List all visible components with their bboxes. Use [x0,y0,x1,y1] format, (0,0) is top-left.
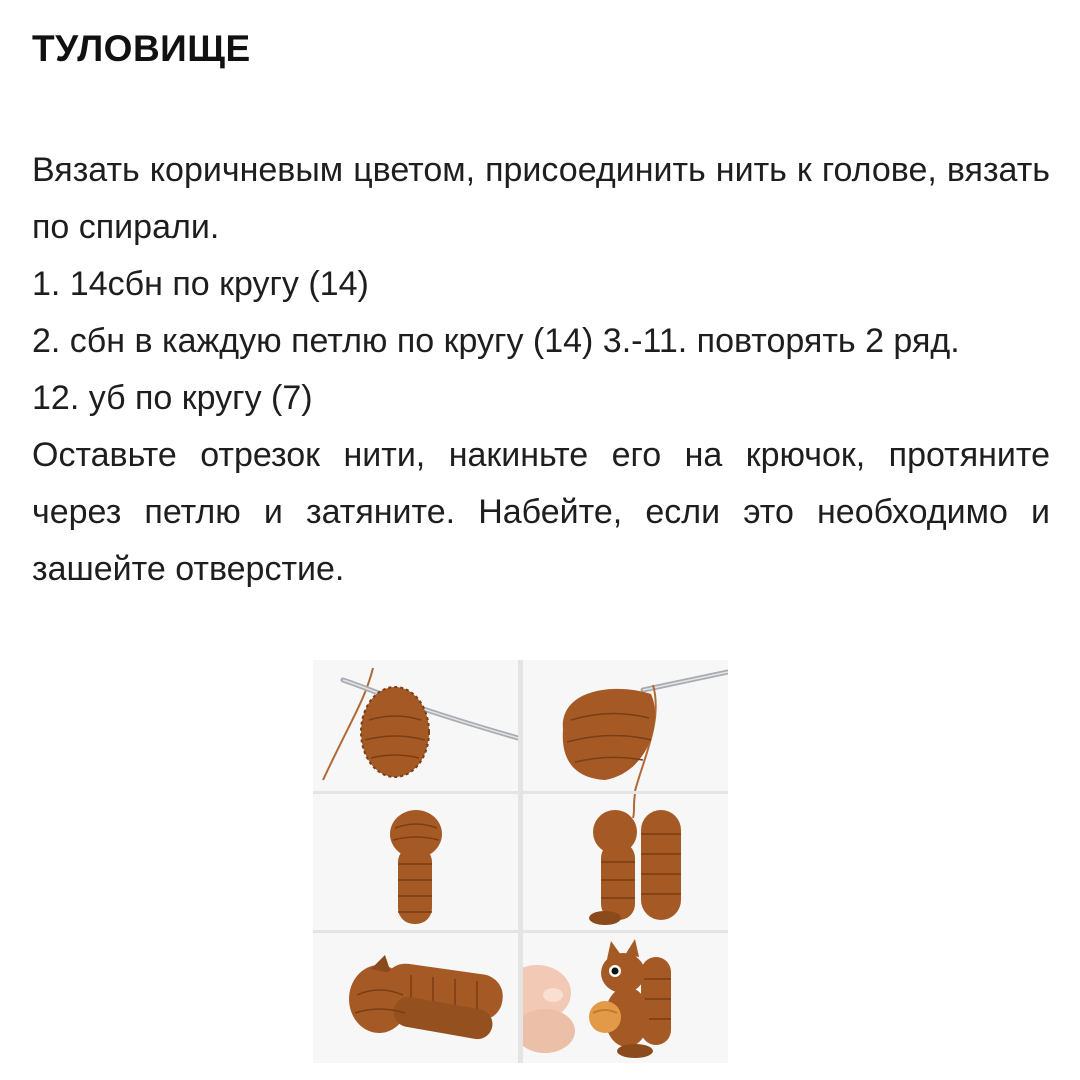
finishing-instruction: Оставьте отрезок нити, накиньте его на крючок, протяните через петлю и затяните. Набейте, если это необходимо и зашейте отверстие. [32,436,1050,588]
crochet-body-lying-icon [313,933,518,1063]
step-photo-3 [313,794,518,930]
step-photo-5 [313,933,518,1063]
step-photo-6 [523,933,728,1063]
crochet-head-closing-icon [523,660,728,791]
section-title: ТУЛОВИЩЕ [32,28,251,69]
step-photo-1 [313,660,518,791]
row-1-instruction: 1. 14сбн по кругу (14) [32,265,369,303]
step-photo-4 [523,794,728,930]
row-12-instruction: 12. уб по кругу (7) [32,379,313,417]
crochet-head-with-hook-icon [313,660,518,791]
row-2-11-instruction: 2. сбн в каждую петлю по кругу (14) 3.-11. повторять 2 ряд. [32,322,960,360]
crochet-body-tube-icon [313,794,518,930]
finished-squirrel-toy-icon [523,933,728,1063]
step-photo-grid [313,660,728,1063]
instructions [32,142,1050,598]
step-photo-2 [523,660,728,791]
crochet-body-with-tail-icon [523,794,728,930]
intro-paragraph: Вязать коричневым цветом, присоединить нить к голове, вязать по спирали. [32,151,1050,246]
